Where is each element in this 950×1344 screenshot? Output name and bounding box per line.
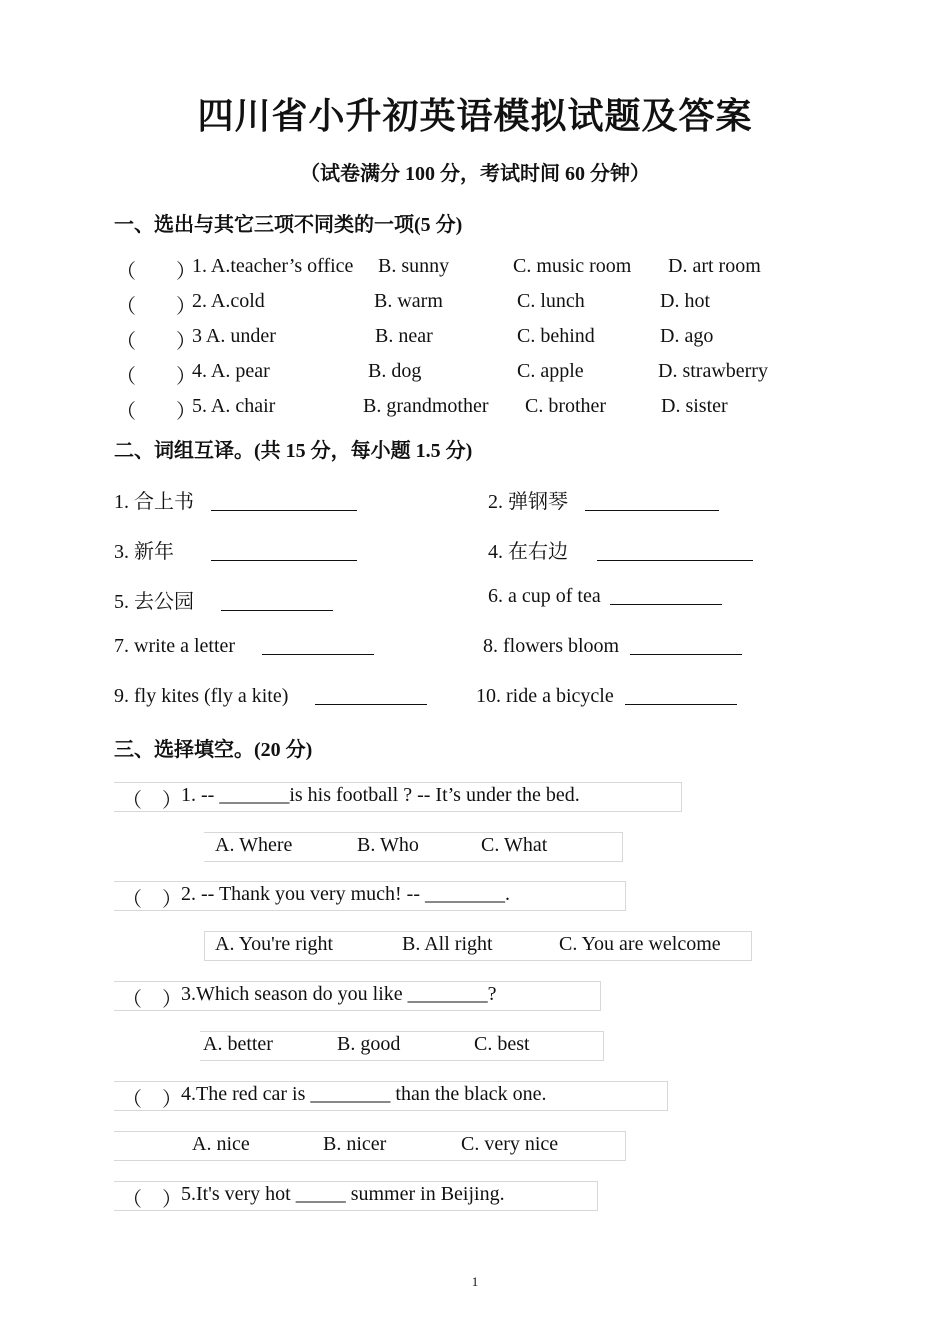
answer-paren[interactable]: （ ） (116, 261, 196, 283)
phrase-text: 9. fly kites (fly a kite) (114, 685, 289, 707)
answer-blank[interactable] (585, 509, 719, 511)
option-c: C. You are welcome (559, 933, 721, 955)
answer-paren[interactable]: （ ） (122, 1089, 182, 1111)
list-item (114, 685, 427, 708)
option-c: C. brother (525, 395, 607, 417)
option-d: D. hot (660, 290, 710, 312)
option-c: C. best (474, 1033, 530, 1055)
phrase-text: 10. ride a bicycle (476, 685, 614, 707)
list-item (114, 485, 357, 514)
option-b: B. nicer (323, 1133, 387, 1155)
list-item (114, 635, 374, 658)
list-item (488, 585, 722, 608)
option-a: 1. A.teacher’s office (192, 255, 354, 277)
answer-blank[interactable] (211, 509, 357, 511)
section-heading-3: 三、选择填空。(20 分) (114, 739, 313, 761)
answer-paren[interactable]: （ ） (122, 790, 182, 812)
question-stem: 1. -- _______is his football ? -- It’s under the bed. (181, 784, 580, 806)
answer-blank[interactable] (610, 603, 722, 605)
answer-blank[interactable] (221, 609, 333, 611)
answer-paren[interactable]: （ ） (122, 889, 182, 911)
option-d: D. ago (660, 325, 714, 347)
option-b: B. near (375, 325, 433, 347)
section-heading-2: 二、词组互译。(共 15 分，每小题 1.5 分) (114, 440, 473, 462)
option-a: 5. A. chair (192, 395, 276, 417)
option-a: A. better (203, 1033, 273, 1055)
option-c: C. very nice (461, 1133, 559, 1155)
answer-blank[interactable] (597, 559, 753, 561)
option-b: B. Who (357, 834, 419, 856)
phrase-text: 5. 去公园 (114, 591, 194, 613)
phrase-text: 1. 合上书 (114, 491, 194, 513)
phrase-text: 4. 在右边 (488, 541, 568, 563)
option-d: D. art room (668, 255, 761, 277)
option-a: 4. A. pear (192, 360, 270, 382)
option-a: A. You're right (215, 933, 334, 955)
option-c: C. behind (517, 325, 595, 347)
option-c: C. music room (513, 255, 632, 277)
option-a: 2. A.cold (192, 290, 265, 312)
option-b: B. All right (402, 933, 493, 955)
question-stem: 2. -- Thank you very much! -- ________. (181, 883, 511, 905)
phrase-text: 3. 新年 (114, 541, 174, 563)
list-item (114, 535, 357, 564)
list-item (114, 585, 333, 614)
option-a: 3 A. under (192, 325, 276, 347)
option-b: B. sunny (378, 255, 450, 277)
phrase-text: 6. a cup of tea (488, 585, 601, 607)
option-c: C. lunch (517, 290, 585, 312)
option-d: D. sister (661, 395, 728, 417)
question-stem: 3.Which season do you like ________? (181, 983, 497, 1005)
list-item (483, 635, 742, 658)
answer-blank[interactable] (315, 703, 427, 705)
option-b: B. good (337, 1033, 401, 1055)
question-stem: 4.The red car is ________ than the black one. (181, 1083, 547, 1105)
phrase-text: 2. 弹钢琴 (488, 491, 568, 513)
answer-paren[interactable]: （ ） (122, 1189, 182, 1211)
answer-paren[interactable]: （ ） (116, 401, 196, 423)
answer-paren[interactable]: （ ） (116, 331, 196, 353)
page-number: 1 (471, 1274, 479, 1289)
section-heading-1: 一、选出与其它三项不同类的一项(5 分) (114, 214, 463, 236)
answer-blank[interactable] (211, 559, 357, 561)
option-b: B. dog (368, 360, 422, 382)
option-c: C. What (481, 834, 548, 856)
answer-blank[interactable] (262, 653, 374, 655)
question-stem: 5.It's very hot _____ summer in Beijing. (181, 1183, 505, 1205)
answer-blank[interactable] (630, 653, 742, 655)
list-item (488, 535, 753, 564)
option-b: B. warm (374, 290, 443, 312)
option-a: A. nice (192, 1133, 250, 1155)
option-c: C. apple (517, 360, 584, 382)
list-item (476, 685, 737, 708)
phrase-text: 8. flowers bloom (483, 635, 620, 657)
option-d: D. strawberry (658, 360, 768, 382)
page-title: 四川省小升初英语模拟试题及答案 (197, 96, 753, 136)
list-item (488, 485, 719, 514)
answer-paren[interactable]: （ ） (122, 989, 182, 1011)
option-a: A. Where (215, 834, 293, 856)
phrase-text: 7. write a letter (114, 635, 236, 657)
answer-blank[interactable] (625, 703, 737, 705)
page-subtitle: （试卷满分 100 分，考试时间 60 分钟） (300, 163, 650, 185)
option-b: B. grandmother (363, 395, 489, 417)
answer-paren[interactable]: （ ） (116, 366, 196, 388)
answer-paren[interactable]: （ ） (116, 296, 196, 318)
